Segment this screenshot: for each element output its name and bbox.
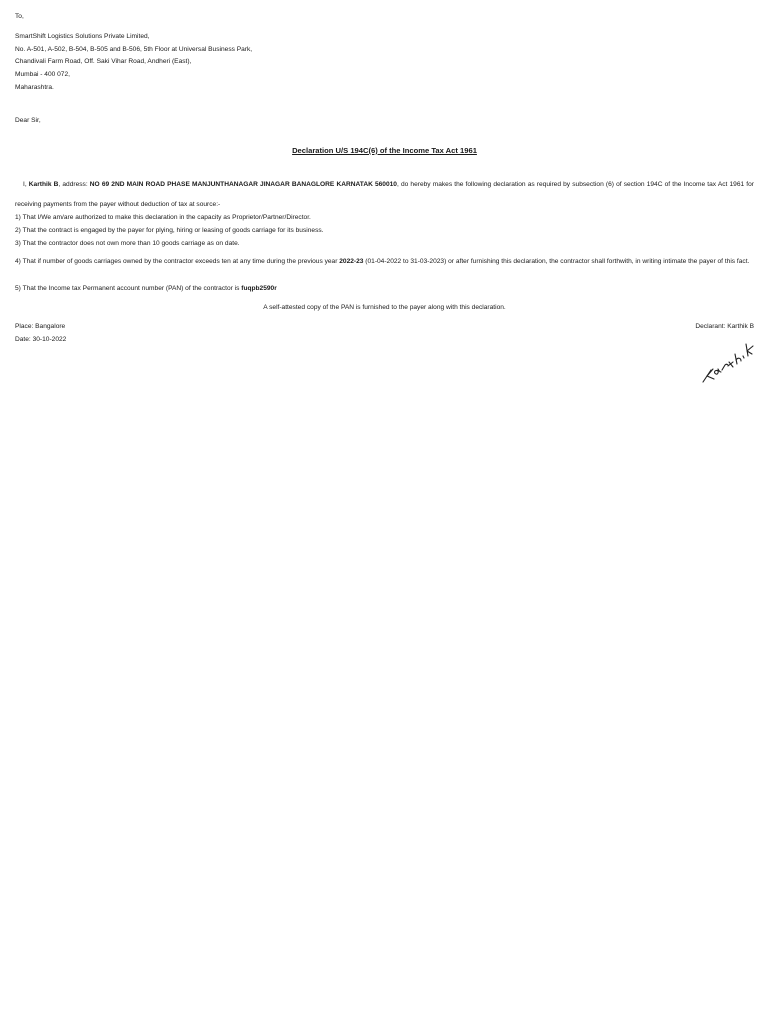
address-line: No. A-501, A-502, B-504, B-505 and B-506, 5th Floor at Universal Business Park,: [15, 46, 253, 53]
place: Place: Bangalore: [15, 323, 66, 330]
address-prefix: , address:: [58, 181, 90, 188]
salutation: Dear Sir,: [15, 117, 41, 124]
address-line: SmartShift Logistics Solutions Private Limited,: [15, 33, 150, 40]
declarant-name: Karthik B: [28, 181, 59, 188]
address-line: Chandivali Farm Road, Off. Saki Vihar Road, Andheri (East),: [15, 58, 192, 65]
declarant-label: Declarant: Karthik B: [695, 323, 754, 330]
intro-prefix: I,: [23, 181, 29, 188]
declarant-address: NO 69 2ND MAIN ROAD PHASE MANJUNTHANAGAR JINAGAR BANAGLORE KARNATAK 560010: [89, 181, 397, 188]
declaration-point-2: 2) That the contract is engaged by the payer for plying, hiring or leasing of goods carriage for its business.: [15, 227, 324, 234]
signature: [697, 340, 757, 386]
date: Date: 30-10-2022: [15, 336, 67, 343]
pan-note: A self-attested copy of the PAN is furnished to the payer along with this declaration.: [263, 304, 506, 311]
document-title: Declaration U/S 194C(6) of the Income Tax Act 1961: [292, 146, 477, 155]
address-line: Maharashtra.: [15, 84, 54, 91]
declaration-point-1: 1) That I/We am/are authorized to make this declaration in the capacity as Proprietor/Partner/Director.: [15, 214, 311, 221]
point-5-prefix: 5) That the Income tax Permanent account number (PAN) of the contractor is: [15, 285, 242, 292]
point-4-prefix: 4) That if number of goods carriages owned by the contractor exceeds ten at any time during the previous year: [15, 258, 340, 265]
pan-number: fuqpb2590r: [241, 285, 277, 292]
to-label: To,: [15, 13, 24, 20]
point-4-suffix: (01-04-2022 to 31-03-2023) or after furnishing this declaration, the contractor shall forthwith, in writing intimate the payer of this fact.: [363, 258, 750, 265]
declaration-page: [15, 0, 754, 1024]
declaration-intro: [15, 175, 754, 215]
declaration-point-4: [15, 252, 754, 272]
financial-year: 2022-23: [339, 258, 364, 265]
intro-suffix: , do hereby makes the following declaration as required by subsection (6) of section 194C of the Income tax Act 1961 for receiving payments from the payer without deduction of tax at source:-: [15, 181, 754, 208]
address-line: Mumbai - 400 072,: [15, 71, 70, 78]
declaration-point-3: 3) That the contractor does not own more than 10 goods carriage as on date.: [15, 240, 240, 247]
declaration-point-5: [15, 285, 277, 293]
